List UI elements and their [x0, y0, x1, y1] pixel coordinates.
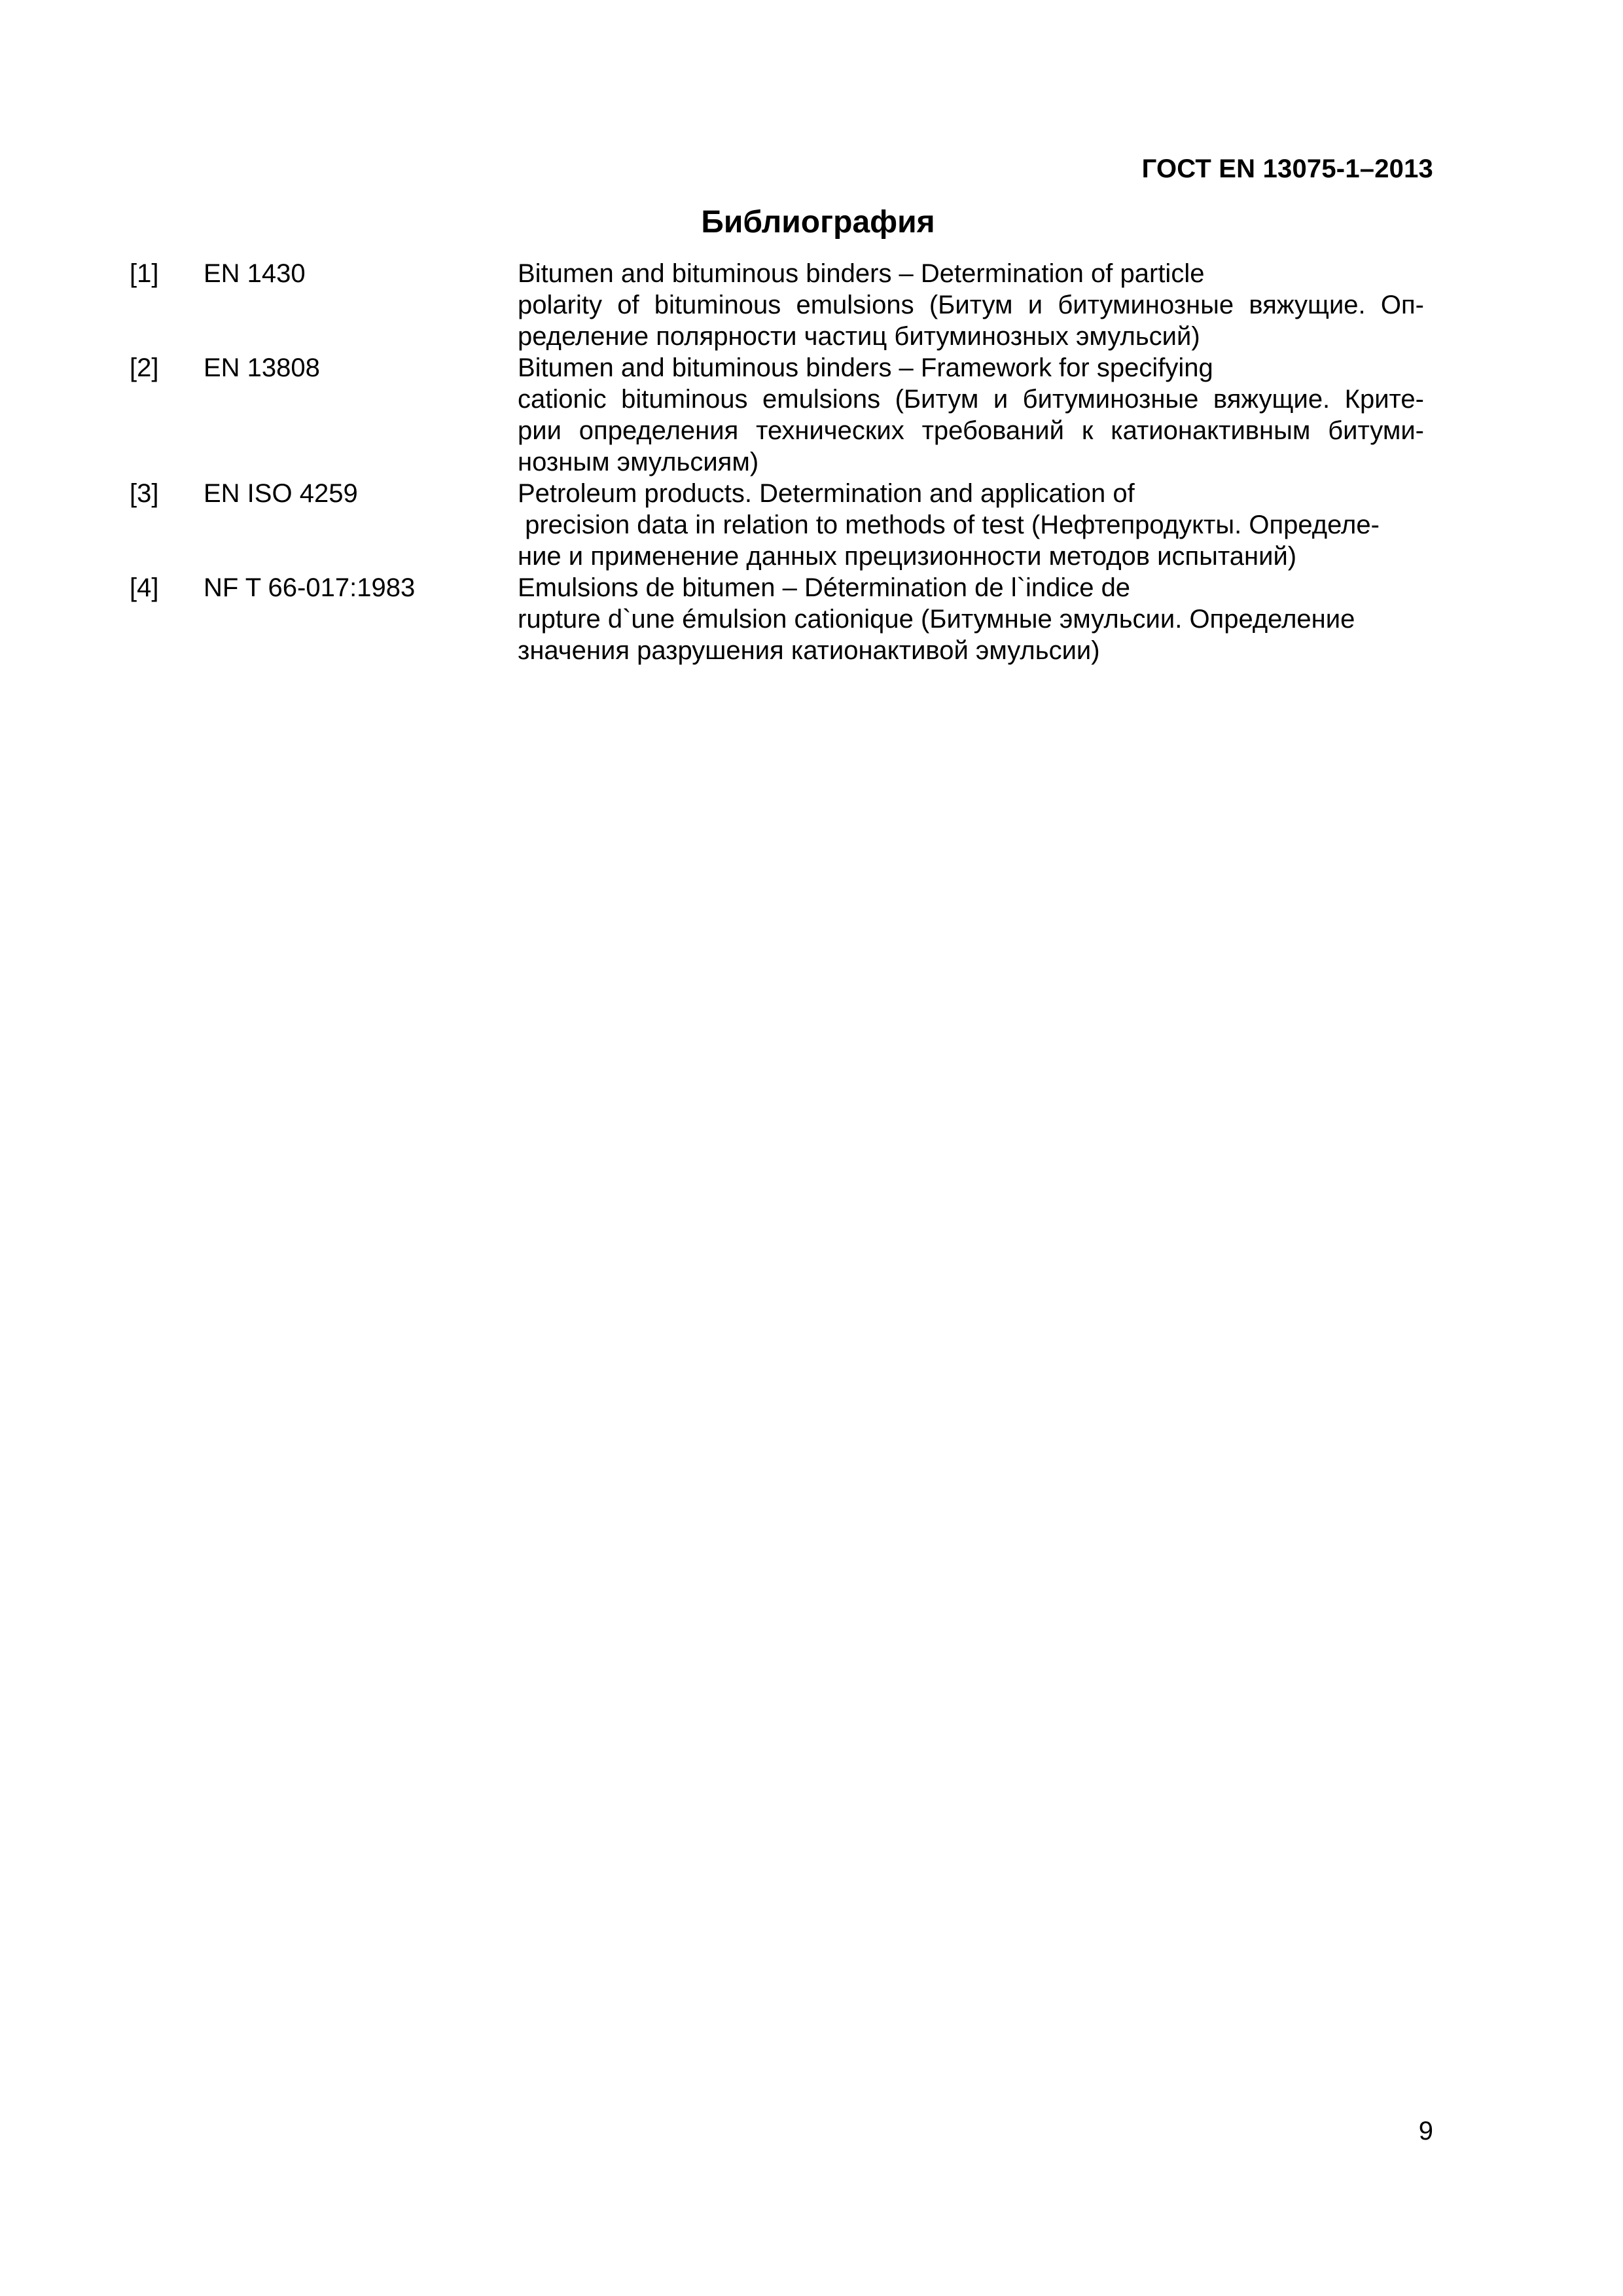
entry-number: [2]	[130, 353, 159, 382]
entry-standard-code: EN ISO 4259	[204, 479, 358, 508]
entry-title-line: Bitumen and bituminous binders – Framework for specifying	[518, 353, 1213, 382]
bibliography-entry	[130, 478, 1438, 572]
bibliography-entry	[130, 572, 1438, 666]
entry-title-line: Emulsions de bitumen – Détermination de l`indice de	[518, 573, 1131, 602]
entry-number: [1]	[130, 259, 159, 288]
entry-standard-code: EN 1430	[204, 259, 306, 288]
entry-number: [3]	[130, 479, 159, 508]
document-code: ГОСТ EN 13075-1–2013	[1141, 154, 1433, 183]
entry-title-line: Petroleum products. Determination and application of	[518, 479, 1135, 508]
entry-title	[518, 478, 1434, 572]
entry-title	[518, 352, 1434, 478]
bibliography-entry	[130, 258, 1438, 352]
entry-title-line: cationic bituminous emulsions (Битум и битуминозные вяжущие. Крите-	[518, 385, 1424, 414]
entry-standard-code: NF T 66-017:1983	[204, 573, 416, 602]
entry-title-line: Bitumen and bituminous binders – Determination of particle	[518, 259, 1205, 288]
entry-title-line: рии определения технических требований к катионактивным битуми-	[518, 416, 1424, 445]
entry-title-line: rupture d`une émulsion cationique (Битумные эмульсии. Определение	[518, 605, 1355, 634]
entry-title	[518, 572, 1434, 666]
entry-title-line: polarity of bituminous emulsions (Битум и битуминозные вяжущие. Оп-	[518, 291, 1424, 319]
entry-title-line: precision data in relation to methods of test (Нефтепродукты. Определе-	[518, 511, 1380, 539]
page-number: 9	[1418, 2117, 1433, 2145]
entry-title-line: нозным эмульсиям)	[518, 448, 759, 476]
bibliography-title: Библиография	[701, 205, 935, 240]
entry-title-line: ределение полярности частиц битуминозных эмульсий)	[518, 322, 1200, 351]
bibliography-entry	[130, 352, 1438, 478]
entry-title-line: ние и применение данных прецизионности методов испытаний)	[518, 542, 1297, 571]
bibliography-list	[130, 258, 1438, 666]
entry-title-line: значения разрушения катионактивой эмульсии)	[518, 636, 1100, 665]
entry-title	[518, 258, 1434, 352]
entry-standard-code: EN 13808	[204, 353, 320, 382]
entry-number: [4]	[130, 573, 159, 602]
